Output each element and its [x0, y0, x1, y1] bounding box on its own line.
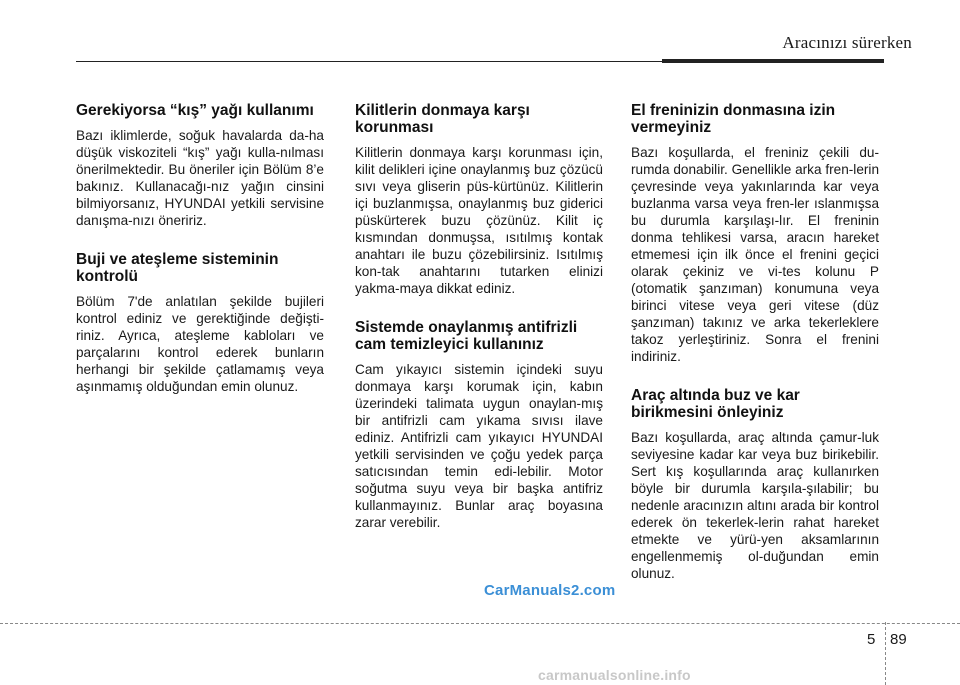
- chapter-number: 5: [867, 631, 876, 648]
- section-heading: Kilitlerin donmaya karşı korunması: [355, 102, 530, 136]
- section-heading: Sistemde onaylanmış antifrizli cam temizleyici kullanınız: [355, 319, 578, 353]
- footer-watermark[interactable]: carmanualsonline.info: [538, 667, 691, 683]
- section-heading: El freninizin donmasına izin vermeyiniz: [631, 102, 836, 136]
- column-2: [355, 102, 603, 553]
- section-body: Bazı iklimlerde, soğuk havalarda da-ha düşük viskoziteli “kış” yağı kulla-nılması önerilmektedir. Bu öneriler için Bölüm 8’e bakınız. Kullanacağı-nız yağın cinsini bilmiyorsanız, HYUNDAI yetkili servisine danışma-nızı öneririz.: [76, 128, 324, 228]
- footer-dashed-rule: [0, 623, 960, 624]
- header-rule-accent: [662, 59, 884, 63]
- footer-page-divider: [885, 622, 886, 685]
- page-number: 89: [890, 631, 907, 648]
- section-heading: Buji ve ateşleme sisteminin kontrolü: [76, 251, 279, 285]
- column-3: [631, 102, 879, 604]
- section-body: Kilitlerin donmaya karşı korunması için, kilit delikleri içine onaylanmış buz çözücü sıvı veya gliserin püs-kürtünüz. Kilitlerin içi buzlanmışsa, onaylanmış buz giderici püskürterek buzu çözünüz. Kilit iç kısmından donmuşsa, ısıtılmış kontak anahtarı ile buzu çözebilirsiniz. Isıtılmış kon-tak anahtarını tutarken elinizi yakma-maya dikkat ediniz.: [355, 145, 603, 296]
- section-body: Bölüm 7'de anlatılan şekilde bujileri kontrol ediniz ve gerektiğinde değişti-riniz. Ayrıca, ateşleme kabloları ve parçalarını kontrol ederek bunların herhangi bir şekilde çatlamamış veya aşınmamış olduğundan emin olunuz.: [76, 294, 324, 394]
- section-heading: Araç altında buz ve kar birikmesini önleyiniz: [631, 387, 800, 421]
- section-body: Bazı koşullarda, el freniniz çekili du-rumda donabilir. Genellikle arka fren-lerin çevresinde veya yakınlarında kar veya buzlanma varsa veya fren-ler ıslanmışsa bu durumla karşılaşı-lır. El freninin donma tehlikesi varsa, aracın hareket etmemesi için ilk önce el frenini geçici olarak çekiniz ve vi-tes kolunu P (otomatik şanzıman) konumuna veya birinci vitese veya geri vitese (düz şanzıman) takınız ve arka tekerleklere takoz yerleştiriniz. Sonra el frenini indiriniz.: [631, 145, 879, 364]
- section-body: Cam yıkayıcı sistemin içindeki suyu donmaya karşı korumak için, kabın üzerindeki talimata uygun onaylan-mış bir antifrizli cam yıkama sıvısı ilave ediniz. Antifrizli cam yıkayıcı HYUNDAI yetkili servisinden ve çoğu yedek parça satıcısından temin edi-lebilir. Motor soğutma suyu veya bir başka antifriz kullanmayınız. Bunlar araç boyasına zarar verebilir.: [355, 362, 603, 530]
- column-1: [76, 102, 324, 417]
- page-header-title: Aracınızı sürerken: [782, 33, 912, 52]
- section-heading: Gerekiyorsa “kış” yağı kullanımı: [76, 102, 314, 119]
- section-body: Bazı koşullarda, araç altında çamur-luk seviyesine kadar kar veya buz birikebilir. Sert kış koşullarında araç kullanırken böyle bir durumla karşıla-şılabilir; bu nedenle aracınızın altını arada bir kontrol ederek ön tekerlek-lerin rahat hareket etmekte ve yürü-yen aksamlarının engellenmemiş ol-duğundan emin olunuz.: [631, 430, 879, 581]
- site-watermark[interactable]: CarManuals2.com: [484, 582, 616, 599]
